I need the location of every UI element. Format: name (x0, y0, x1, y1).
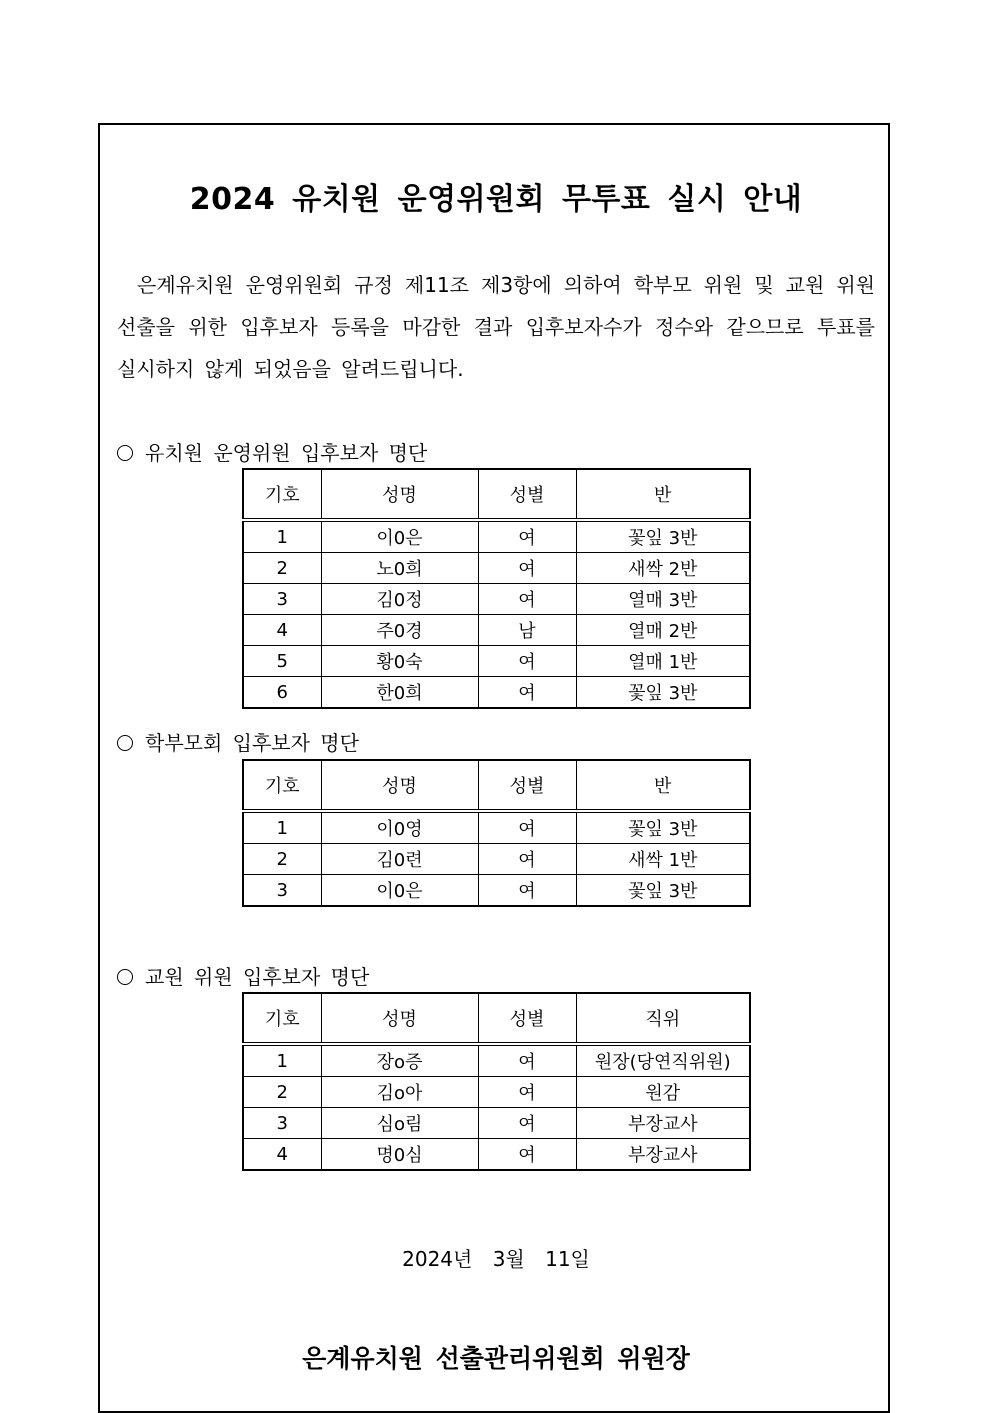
cell-number: 2 (243, 1077, 321, 1108)
cell-gender: 여 (478, 646, 576, 677)
table-row (243, 1108, 750, 1139)
table-row (243, 677, 750, 709)
cell-position: 원감 (576, 1077, 750, 1108)
cell-number: 1 (243, 811, 321, 844)
cell-gender: 여 (478, 1139, 576, 1171)
cell-number: 5 (243, 646, 321, 677)
cell-gender: 여 (478, 811, 576, 844)
circle-bullet-icon (117, 735, 133, 751)
cell-name: 황0숙 (321, 646, 478, 677)
table-row (243, 1139, 750, 1171)
cell-class: 열매 3반 (576, 584, 750, 615)
cell-name: 심o림 (321, 1108, 478, 1139)
parents-association-candidates-table (242, 759, 751, 907)
cell-gender: 여 (478, 553, 576, 584)
intro-paragraph: 은계유치원 운영위원회 규정 제11조 제3항에 의하여 학부모 위원 및 교원 위원 선출을 위한 입후보자 등록을 마감한 결과 입후보자수가 정수와 같으므로 투표를 실시하지 않게 되었음을 알려드립니다. (117, 273, 875, 381)
table-row (243, 646, 750, 677)
cell-name: 김o아 (321, 1077, 478, 1108)
notice-date: 2024년 3월 11일 (402, 1247, 590, 1271)
header-name: 성명 (321, 993, 478, 1044)
circle-bullet-icon (117, 969, 133, 985)
cell-gender: 여 (478, 875, 576, 907)
section-heading-parents-association: 학부모회 입후보자 명단 (117, 727, 359, 756)
table-row (243, 1077, 750, 1108)
cell-position: 부장교사 (576, 1108, 750, 1139)
header-name: 성명 (321, 469, 478, 520)
cell-number: 1 (243, 1044, 321, 1077)
signer-title: 은계유치원 선출관리위원회 위원장 (302, 1344, 690, 1373)
cell-name: 이0은 (321, 875, 478, 907)
table-header-row (243, 469, 750, 520)
cell-number: 3 (243, 584, 321, 615)
header-name: 성명 (321, 760, 478, 811)
cell-number: 3 (243, 1108, 321, 1139)
cell-gender: 여 (478, 584, 576, 615)
cell-gender: 여 (478, 844, 576, 875)
table-row (243, 844, 750, 875)
cell-class: 꽃잎 3반 (576, 875, 750, 907)
header-class: 반 (576, 469, 750, 520)
cell-name: 장o증 (321, 1044, 478, 1077)
header-number: 기호 (243, 469, 321, 520)
teacher-members-candidates-table (242, 992, 751, 1171)
table-row (243, 553, 750, 584)
cell-class: 꽃잎 3반 (576, 520, 750, 553)
cell-name: 명0심 (321, 1139, 478, 1171)
cell-name: 주0경 (321, 615, 478, 646)
header-number: 기호 (243, 760, 321, 811)
header-gender: 성별 (478, 760, 576, 811)
cell-number: 2 (243, 553, 321, 584)
cell-name: 이0영 (321, 811, 478, 844)
cell-gender: 여 (478, 520, 576, 553)
header-position: 직위 (576, 993, 750, 1044)
table-row (243, 584, 750, 615)
table-row (243, 811, 750, 844)
header-gender: 성별 (478, 993, 576, 1044)
cell-number: 2 (243, 844, 321, 875)
cell-gender: 여 (478, 1108, 576, 1139)
header-class: 반 (576, 760, 750, 811)
cell-name: 김0정 (321, 584, 478, 615)
table-header-row (243, 760, 750, 811)
cell-number: 3 (243, 875, 321, 907)
table-row (243, 520, 750, 553)
cell-name: 노0희 (321, 553, 478, 584)
cell-name: 김0련 (321, 844, 478, 875)
table-row (243, 1044, 750, 1077)
cell-class: 열매 2반 (576, 615, 750, 646)
cell-gender: 남 (478, 615, 576, 646)
cell-position: 부장교사 (576, 1139, 750, 1171)
table-row (243, 615, 750, 646)
cell-gender: 여 (478, 1077, 576, 1108)
section-heading-operating-committee: 유치원 운영위원 입후보자 명단 (117, 437, 427, 466)
cell-class: 꽃잎 3반 (576, 677, 750, 709)
cell-number: 4 (243, 1139, 321, 1171)
cell-number: 6 (243, 677, 321, 709)
cell-position: 원장(당연직위원) (576, 1044, 750, 1077)
header-gender: 성별 (478, 469, 576, 520)
cell-number: 1 (243, 520, 321, 553)
cell-gender: 여 (478, 677, 576, 709)
cell-class: 열매 1반 (576, 646, 750, 677)
cell-number: 4 (243, 615, 321, 646)
operating-committee-candidates-table (242, 468, 751, 709)
cell-class: 새싹 2반 (576, 553, 750, 584)
cell-name: 이0은 (321, 520, 478, 553)
cell-gender: 여 (478, 1044, 576, 1077)
section-heading-teacher-members: 교원 위원 입후보자 명단 (117, 961, 369, 990)
table-header-row (243, 993, 750, 1044)
circle-bullet-icon (117, 445, 133, 461)
document-title: 2024 유치원 운영위원회 무투표 실시 안내 (189, 182, 803, 217)
header-number: 기호 (243, 993, 321, 1044)
cell-class: 새싹 1반 (576, 844, 750, 875)
cell-class: 꽃잎 3반 (576, 811, 750, 844)
cell-name: 한0희 (321, 677, 478, 709)
table-row (243, 875, 750, 907)
